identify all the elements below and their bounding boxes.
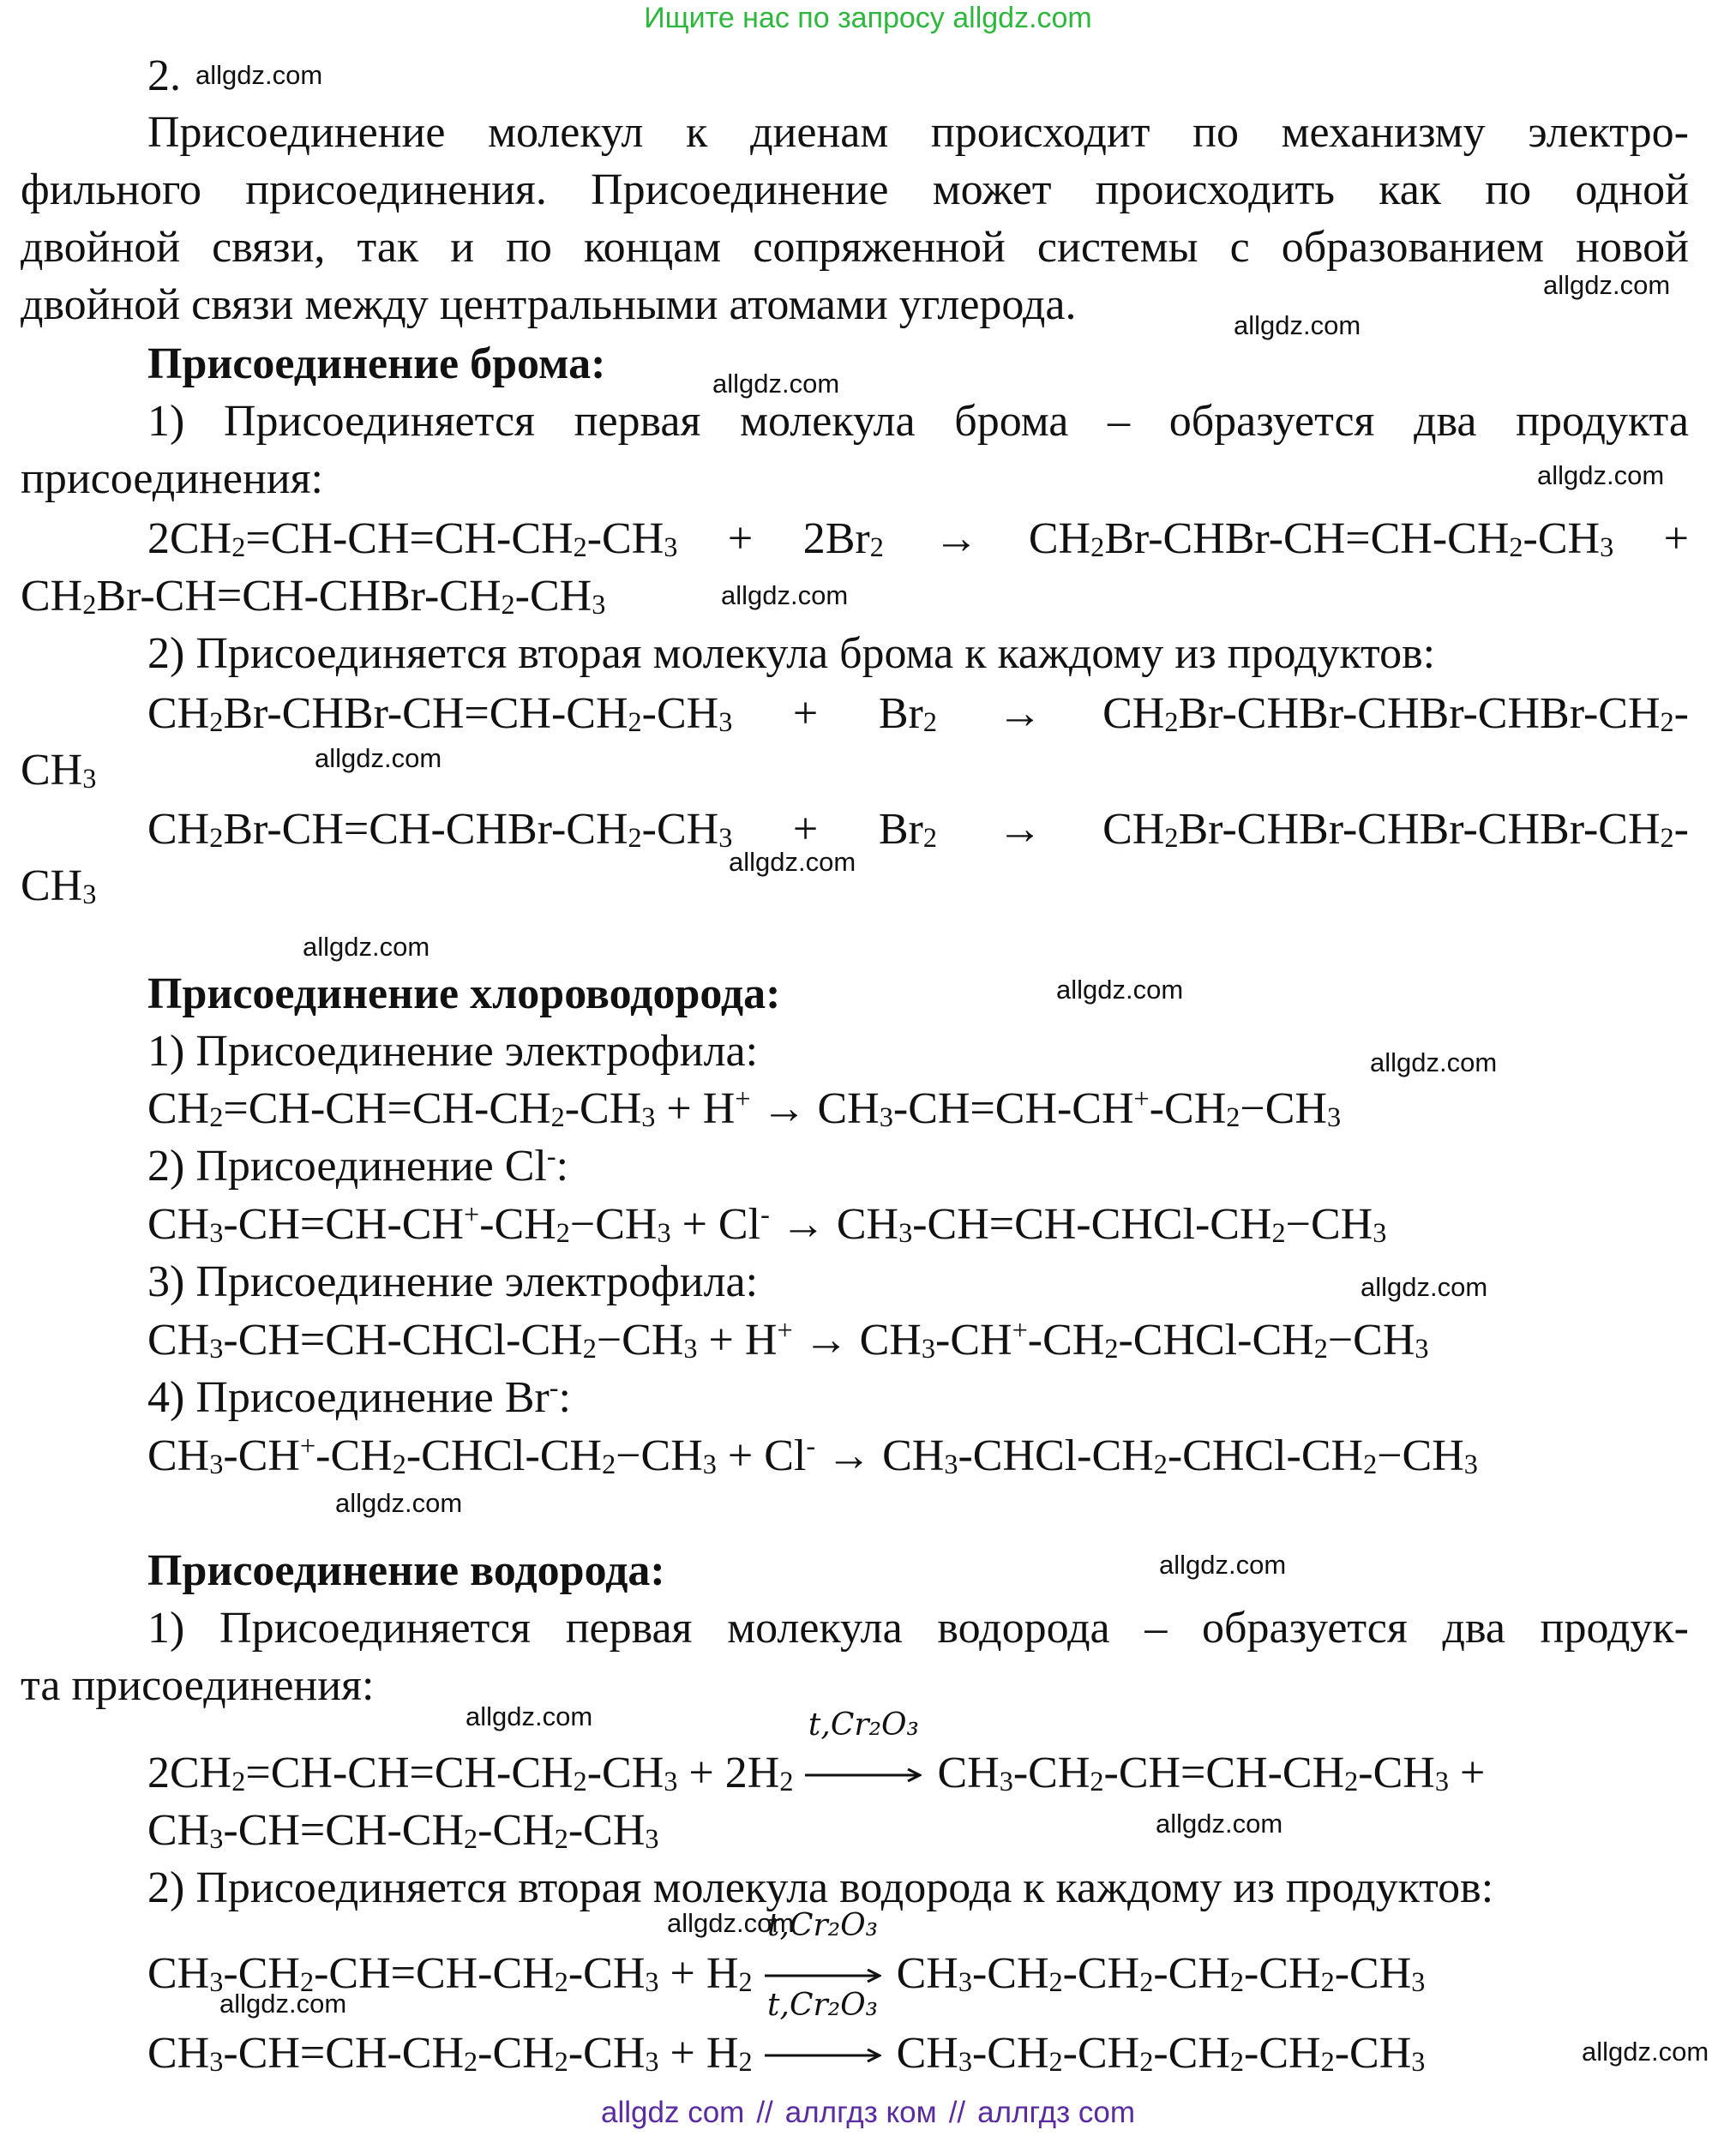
- footer-separator: //: [756, 2096, 773, 2129]
- equation: $CH_2=CH-CH=CH-CH_2-CH_3 + H^+ \to CH_3-CH=CH-CH^+-CH_2-CH_3$: [147, 1083, 1342, 1133]
- equation: $CH_3-CH=CH-CH^+-CH_2-CH_3 + Cl^-$ → $CH_3-CH=CH-CHCl-CH_2-CH_3$: [147, 1198, 1387, 1249]
- hydrogen-step2: 2) Присоединяется вторая молекула водорода к каждому из продуктов:: [147, 1863, 1494, 1912]
- watermark: allgdz.com: [1543, 270, 1671, 300]
- equation: $CH_2Br-CH=CH-CHBr-CH_2-CH_3 + Br_2$ → $CH_2Br-CHBr-CHBr-CHBr-CH_2-$: [147, 805, 1689, 854]
- reaction-condition: t,Cr₂O₃: [767, 1908, 879, 1943]
- site-header: Ищите нас по запросу allgdz.com: [644, 2, 1092, 34]
- hcl-step3: 3) Присоединение электрофила:: [147, 1257, 759, 1306]
- watermark: allgdz.com: [1582, 2037, 1709, 2067]
- equation: $2CH_2=CH-CH=CH-CH_2-CH_3 + 2Br_2$ → $CH_2Br-CHBr-CH=CH-CH_2-CH_3$ +: [147, 514, 1690, 563]
- intro-line: двойной связи, так и по концам сопряженной системы с образованием новой: [21, 223, 1689, 272]
- watermark: allgdz.com: [1361, 1272, 1488, 1302]
- reaction-condition: t,Cr₂O₃: [767, 1988, 879, 2023]
- watermark: allgdz.com: [1156, 1809, 1283, 1839]
- watermark: allgdz.com: [315, 743, 442, 773]
- bromine-step2: 2) Присоединяется вторая молекула брома к каждому из продуктов:: [147, 629, 1436, 678]
- watermark: allgdz.com: [721, 580, 849, 610]
- watermark: allgdz.com: [1159, 1550, 1287, 1580]
- hcl-step4: 4) Присоединение Br-:: [147, 1371, 571, 1422]
- watermark: allgdz.com: [1234, 310, 1361, 340]
- equation: $CH_3$: [21, 861, 97, 910]
- reaction-arrow: [765, 1988, 881, 2066]
- watermark: allgdz.com: [729, 847, 856, 877]
- hcl-step2: 2) Присоединение Cl-:: [147, 1140, 569, 1191]
- watermark: allgdz.com: [466, 1701, 593, 1731]
- hydrogen-step1: 1) Присоединяется первая молекула водорода – образуется два продук-: [147, 1604, 1689, 1653]
- hydrogen-step1-cont: та присоединения:: [21, 1661, 375, 1710]
- equation: $2CH_2=CH-CH=CH-CH_2-CH_3 + 2H_2$ t,Cr₂O₃ $CH_3-CH_2-CH=CH-CH_2-CH_3$ +: [147, 1707, 1486, 1797]
- equation: $CH_3-CH^+-CH_2-CHCl-CH_2-CH_3 + Cl^-$ → $CH_3-CHCl-CH_2-CHCl-CH_2-CH_3$: [147, 1430, 1478, 1480]
- bromine-step1: 1) Присоединяется первая молекула брома – образуется два продукта: [147, 397, 1689, 446]
- equation: $CH_3-CH=CH-CH_2-CH_2-CH_3$: [147, 1806, 659, 1855]
- hcl-step1: 1) Присоединение электрофила:: [147, 1027, 759, 1076]
- intro-line: двойной связи между центральными атомами углерода.: [21, 280, 1077, 329]
- intro-line: фильного присоединения. Присоединение может происходить как по одной: [21, 165, 1689, 214]
- section-title-hcl: Присоединение хлороводорода:: [147, 969, 781, 1018]
- footer-separator: //: [948, 2096, 966, 2129]
- footer-link[interactable]: аллгдз com: [977, 2096, 1135, 2129]
- watermark: allgdz.com: [667, 1908, 795, 1938]
- equation: $CH_3-CH=CH-CH_2-CH_2-CH_3 + H_2$ t,Cr₂O₃ $CH_3-CH_2-CH_2-CH_2-CH_2-CH_3$: [147, 1988, 1426, 2078]
- reaction-arrow: [805, 1707, 922, 1785]
- watermark: allgdz.com: [219, 1989, 347, 2019]
- watermark: allgdz.com: [1537, 460, 1665, 490]
- watermark: allgdz.com: [1056, 975, 1184, 1005]
- footer-link[interactable]: аллгдз ком: [784, 2096, 937, 2129]
- watermark: allgdz.com: [712, 369, 840, 399]
- watermark: allgdz.com: [1370, 1047, 1498, 1077]
- watermark: allgdz.com: [195, 60, 323, 90]
- watermark: allgdz.com: [303, 932, 430, 962]
- reaction-condition: t,Cr₂O₃: [808, 1707, 919, 1743]
- footer-link[interactable]: allgdz com: [601, 2096, 745, 2129]
- bromine-step1-cont: присоединения:: [21, 454, 323, 503]
- site-footer: [0, 2096, 1736, 2130]
- reaction-arrow: [765, 1908, 881, 1986]
- section-title-bromine: Присоединение брома:: [147, 339, 606, 388]
- equation: $CH_2Br-CH=CH-CHBr-CH_2-CH_3$: [21, 572, 606, 621]
- equation: $CH_3-CH_2-CH=CH-CH_2-CH_3 + H_2$ t,Cr₂O₃ $CH_3-CH_2-CH_2-CH_2-CH_2-CH_3$: [147, 1908, 1426, 1998]
- equation: $CH_3-CH=CH-CHCl-CH_2-CH_3 + H^+$ → $CH_3-CH^+-CH_2-CHCl-CH_2-CH_3$: [147, 1314, 1429, 1365]
- section-title-hydrogen: Присоединение водорода:: [147, 1546, 665, 1595]
- watermark: allgdz.com: [335, 1488, 463, 1518]
- intro-line: Присоединение молекул к диенам происходит по механизму электро-: [147, 108, 1689, 157]
- equation: $CH_2Br-CHBr-CH=CH-CH_2-CH_3 + Br_2$ → $CH_2Br-CHBr-CHBr-CHBr-CH_2-$: [147, 689, 1689, 738]
- task-number: 2.: [147, 51, 181, 100]
- equation: $CH_3$: [21, 746, 97, 795]
